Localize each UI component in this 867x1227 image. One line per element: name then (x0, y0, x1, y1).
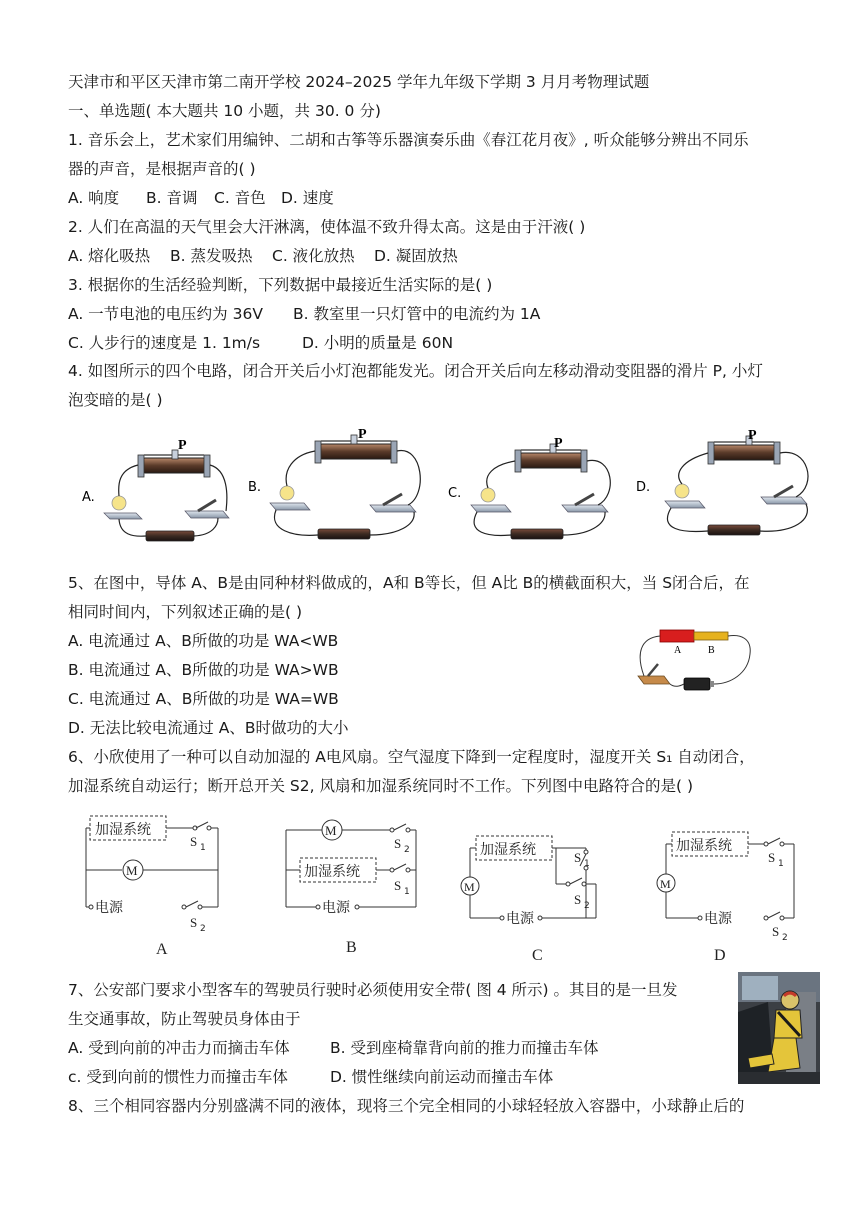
question-2-option-d: D. 凝固放热 (374, 247, 458, 265)
motor-label: M (660, 877, 671, 891)
option-label-b: B (346, 939, 357, 956)
conductor-b-label: B (708, 645, 715, 656)
question-3-line-1: 3. 根据你的生活经验判断，下列数据中最接近生活实际的是( ) (68, 276, 493, 294)
circuit-option-b (286, 820, 416, 956)
switch-s2-sub: 2 (782, 933, 788, 943)
circuit-option-a (86, 816, 218, 958)
circuit-a (82, 438, 229, 541)
question-8-line-1: 8、三个相同容器内分别盛满不同的液体，现将三个完全相同的小球轻轻放入容器中，小球静止后的 (68, 1097, 745, 1115)
switch-s1-sub: 1 (404, 887, 410, 897)
switch-s2-sub: 2 (584, 901, 590, 911)
power-label: 电源 (95, 900, 123, 916)
question-5-option-a: A. 电流通过 A、B所做的功是 WA<WB (68, 632, 339, 650)
question-2-option-b: B. 蒸发吸热 (170, 247, 253, 265)
question-5-option-d: D. 无法比较电流通过 A、B时做功的大小 (68, 719, 349, 737)
question-1-line-1: 1. 音乐会上，艺术家们用编钟、二胡和古筝等乐器演奏乐曲《春江花月夜》, 听众能够分辨出不同乐 (68, 131, 749, 149)
option-label-c: C (532, 947, 543, 964)
question-1-option-b: B. 音调 (146, 189, 198, 207)
switch-s2-sub: 2 (404, 845, 410, 855)
figure-label-a: A. (82, 490, 95, 505)
question-6-line-2: 加湿系统自动运行；断开总开关 S2, 风扇和加湿系统同时不工作。下列图中电路符合的是( ) (68, 777, 694, 795)
switch-s2-label: S (574, 892, 582, 907)
section-heading: 一、单选题( 本大题共 10 小题，共 30. 0 分) (68, 102, 381, 120)
conductor-b (694, 632, 728, 640)
humidifier-label: 加湿系统 (304, 864, 360, 880)
question-2-option-a: A. 熔化吸热 (68, 247, 151, 265)
circuit-b (248, 427, 420, 539)
circuit-d (636, 428, 808, 535)
slider-label: P (554, 436, 563, 451)
slider-label: P (358, 427, 367, 442)
question-5-figure (630, 624, 760, 694)
battery (684, 678, 710, 690)
question-3-option-c: C. 人步行的速度是 1. 1m/s (68, 334, 261, 352)
question-1-option-d: D. 速度 (281, 189, 334, 207)
slider-label: P (178, 438, 187, 453)
power-label: 电源 (322, 900, 350, 916)
question-3-option-b: B. 教室里一只灯管中的电流约为 1A (293, 305, 541, 323)
switch-s2-sub: 2 (200, 924, 206, 934)
humidifier-label: 加湿系统 (95, 822, 151, 838)
circuit-option-d (657, 832, 794, 964)
question-5-option-b: B. 电流通过 A、B所做的功是 WA>WB (68, 661, 339, 679)
question-7-option-d: D. 惯性继续向前运动而撞击车体 (330, 1068, 554, 1086)
figure-label-b: B. (248, 480, 262, 495)
question-1-option-a: A. 响度 (68, 189, 120, 207)
humidifier-label: 加湿系统 (676, 838, 732, 854)
switch-s1-label: S (768, 850, 776, 865)
figure-label-d: D. (636, 480, 651, 495)
question-1-line-2: 器的声音，是根据声音的( ) (68, 160, 256, 178)
question-6-line-1: 6、小欣使用了一种可以自动加湿的 A电风扇。空气湿度下降到一定程度时，湿度开关 S₁ 自动闭合， (68, 748, 755, 766)
question-1-option-c: C. 音色 (214, 189, 266, 207)
switch-s1-label: S (574, 850, 582, 865)
switch-s1-label: S (394, 878, 402, 893)
question-7-option-b: B. 受到座椅靠背向前的推力而撞击车体 (330, 1039, 599, 1057)
circuit-option-c (461, 836, 596, 964)
option-label-a: A (156, 941, 168, 958)
switch-s2-label: S (772, 924, 780, 939)
question-7-line-2: 生交通事故，防止驾驶员身体由于 (68, 1010, 301, 1028)
humidifier-label: 加湿系统 (480, 842, 536, 858)
switch-s1-label: S (190, 834, 198, 849)
power-label: 电源 (506, 911, 534, 927)
exam-title: 天津市和平区天津市第二南开学校 2024–2025 学年九年级下学期 3 月月考物理试题 (68, 73, 650, 91)
switch-s (638, 676, 670, 684)
question-4-line-2: 泡变暗的是( ) (68, 391, 163, 409)
motor-label: M (126, 863, 138, 878)
question-5-line-2: 相同时间内，下列叙述正确的是( ) (68, 603, 303, 621)
switch-s2-label: S (190, 915, 198, 930)
question-7-option-a: A. 受到向前的冲击力而摘击车体 (68, 1039, 290, 1057)
conductor-a (660, 630, 694, 642)
motor-label: M (325, 823, 337, 838)
conductor-a-label: A (674, 645, 682, 656)
figure-label-c: C. (448, 486, 462, 501)
slider-label: P (748, 428, 757, 443)
switch-s2-label: S (394, 836, 402, 851)
switch (198, 500, 216, 511)
circuit-c (448, 436, 610, 539)
question-4-figure (78, 425, 818, 555)
question-4-line-1: 4. 如图所示的四个电路，闭合开关后小灯泡都能发光。闭合开关后向左移动滑动变阻器的滑片 P, 小灯 (68, 362, 763, 380)
switch-s1-sub: 1 (778, 859, 784, 869)
question-7-option-c: c. 受到向前的惯性力而撞击车体 (68, 1068, 288, 1086)
question-7-line-1: 7、公安部门要求小型客车的驾驶员行驶时必须使用安全带( 图 4 所示) 。其目的是一旦发 (68, 981, 678, 999)
question-2-option-c: C. 液化放热 (272, 247, 355, 265)
question-2-line-1: 2. 人们在高温的天气里会大汗淋漓，使体温不致升得太高。这是由于汗液( ) (68, 218, 586, 236)
question-6-figure (72, 810, 812, 970)
power-label: 电源 (704, 911, 732, 927)
bulb (112, 496, 126, 510)
question-5-line-1: 5、在图中，导体 A、B是由同种材料做成的，A和 B等长，但 A比 B的横截面积大，当 S闭合后，在 (68, 574, 750, 592)
switch-s1-sub: 1 (584, 859, 590, 869)
crash-test-photo (738, 972, 820, 1084)
option-label-d: D (714, 947, 726, 964)
question-3-option-d: D. 小明的质量是 60N (302, 334, 454, 352)
question-5-option-c: C. 电流通过 A、B所做的功是 WA=WB (68, 690, 339, 708)
switch-s1-sub: 1 (200, 843, 206, 853)
rheostat-coil (143, 458, 205, 473)
question-3-option-a: A. 一节电池的电压约为 36V (68, 305, 263, 323)
motor-label: M (464, 880, 475, 894)
battery (146, 531, 194, 541)
